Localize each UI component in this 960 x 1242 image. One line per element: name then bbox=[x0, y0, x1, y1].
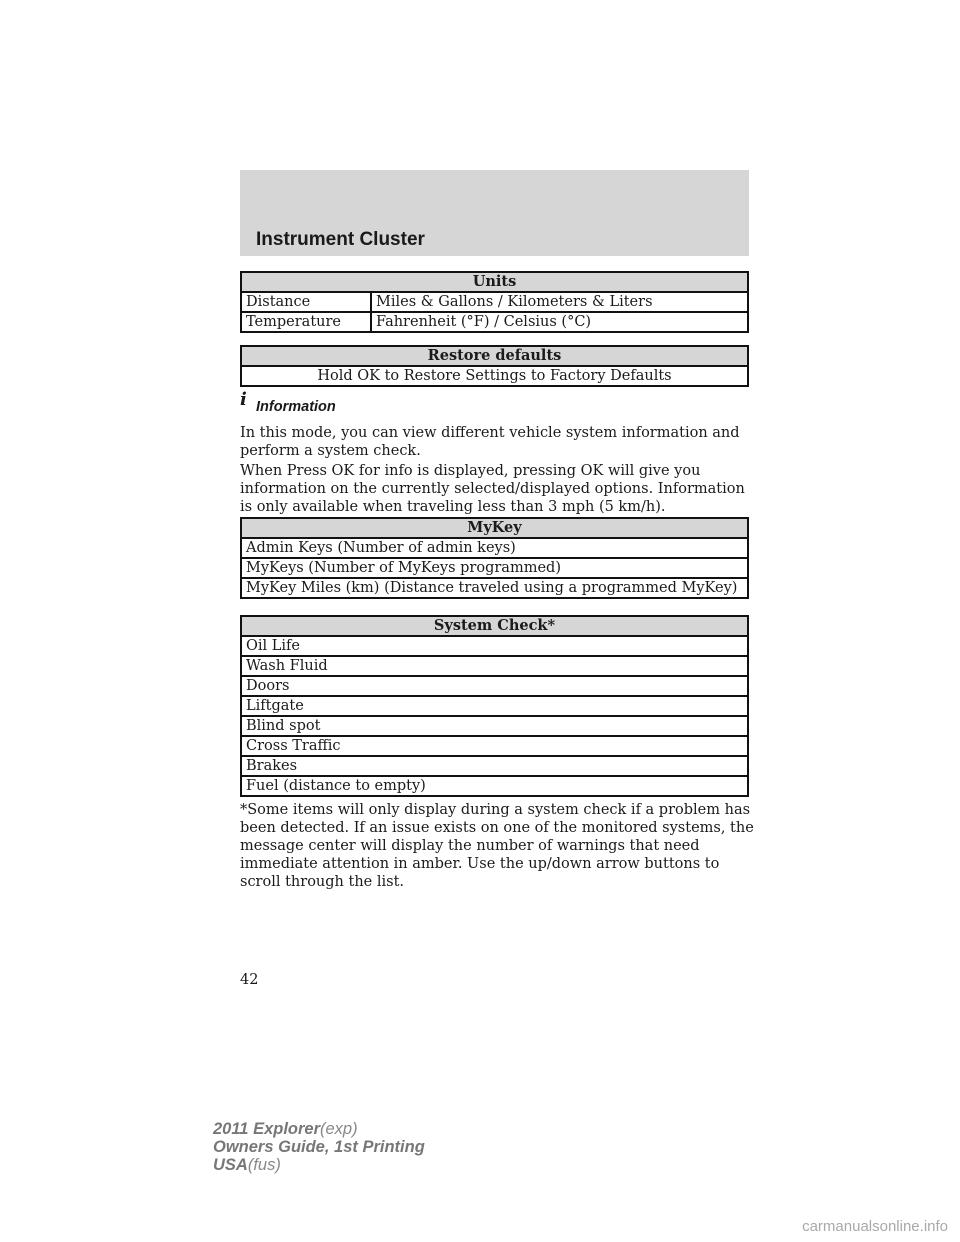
table-row bbox=[241, 292, 748, 312]
page-number: 42 bbox=[240, 972, 259, 988]
document-footer bbox=[213, 1120, 425, 1174]
table-row bbox=[241, 538, 748, 558]
mykey-table-header: MyKey bbox=[241, 518, 748, 538]
section-header-band bbox=[240, 170, 749, 256]
system-check-fuel: Fuel (distance to empty) bbox=[241, 776, 748, 796]
footer-region: USA bbox=[213, 1156, 248, 1174]
table-row bbox=[241, 756, 748, 776]
system-check-doors: Doors bbox=[241, 676, 748, 696]
information-heading bbox=[240, 389, 336, 416]
units-label-temperature: Temperature bbox=[241, 312, 371, 332]
table-row bbox=[241, 696, 748, 716]
system-check-table bbox=[240, 615, 749, 797]
table-row bbox=[241, 736, 748, 756]
information-heading-text: Information bbox=[256, 399, 336, 415]
table-row bbox=[241, 578, 748, 598]
table-row bbox=[241, 776, 748, 796]
units-label-distance: Distance bbox=[241, 292, 371, 312]
system-check-table-header: System Check* bbox=[241, 616, 748, 636]
units-table-header: Units bbox=[241, 272, 748, 292]
system-check-oil-life: Oil Life bbox=[241, 636, 748, 656]
restore-defaults-text: Hold OK to Restore Settings to Factory Defaults bbox=[241, 366, 748, 386]
system-check-cross-traffic: Cross Traffic bbox=[241, 736, 748, 756]
table-row bbox=[241, 312, 748, 332]
footer-model: 2011 Explorer bbox=[213, 1120, 321, 1138]
table-row bbox=[241, 716, 748, 736]
table-row bbox=[241, 366, 748, 386]
section-title: Instrument Cluster bbox=[256, 229, 425, 250]
footer-region-code: (fus) bbox=[247, 1156, 281, 1174]
units-value-temperature: Fahrenheit (°F) / Celsius (°C) bbox=[371, 312, 748, 332]
restore-defaults-table bbox=[240, 345, 749, 387]
watermark: carmanualsonline.info bbox=[802, 1218, 948, 1235]
system-check-wash-fluid: Wash Fluid bbox=[241, 656, 748, 676]
mykey-row-mykeys: MyKeys (Number of MyKeys programmed) bbox=[241, 558, 748, 578]
mykey-row-admin-keys: Admin Keys (Number of admin keys) bbox=[241, 538, 748, 558]
mykey-table bbox=[240, 517, 749, 599]
footer-model-code: (exp) bbox=[320, 1120, 358, 1138]
table-row bbox=[241, 656, 748, 676]
footer-printing: Owners Guide, 1st Printing bbox=[213, 1138, 425, 1156]
mykey-row-miles: MyKey Miles (km) (Distance traveled using a programmed MyKey) bbox=[241, 578, 748, 598]
restore-table-header: Restore defaults bbox=[241, 346, 748, 366]
system-check-blind-spot: Blind spot bbox=[241, 716, 748, 736]
table-row bbox=[241, 676, 748, 696]
information-paragraph-1: In this mode, you can view different vehicle system information and perform a system check. bbox=[240, 425, 740, 459]
system-check-footnote: *Some items will only display during a system check if a problem has been detected. If an issue exists on one of the monitored systems, the message center will display the number of warnings that need immediate attention in amber. Use the up/down arrow buttons to scroll through the list. bbox=[240, 802, 754, 890]
table-row bbox=[241, 558, 748, 578]
units-table bbox=[240, 271, 749, 333]
units-value-distance: Miles & Gallons / Kilometers & Liters bbox=[371, 292, 748, 312]
table-row bbox=[241, 636, 748, 656]
information-paragraph-2: When Press OK for info is displayed, pressing OK will give you information on the currently selected/displayed options. Information is only available when traveling less than 3 mph (5 km/h). bbox=[240, 463, 745, 515]
system-check-liftgate: Liftgate bbox=[241, 696, 748, 716]
system-check-brakes: Brakes bbox=[241, 756, 748, 776]
info-icon: i bbox=[240, 389, 247, 410]
